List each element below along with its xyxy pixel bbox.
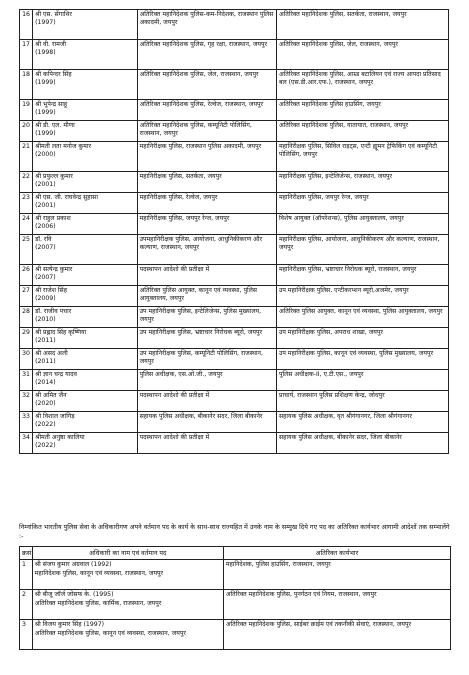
table-row — [20, 620, 451, 650]
officer-batch-year: (2006) — [35, 223, 56, 231]
new-post: उप महानिरीक्षक पुलिस, अपराध शाखा, जयपुर — [276, 328, 448, 349]
officer-cell — [33, 370, 138, 391]
officer-batch-year: (2001) — [35, 202, 56, 210]
officer-name: श्री एस. जी. राघवेन्द्र सुहासा — [35, 194, 98, 201]
officer-batch-year: (1995) — [92, 591, 114, 599]
table-row — [20, 172, 449, 193]
new-post: उप महानिरीक्षक पुलिस, एन्टीकरप्शन ब्यूरो,अजमेर, जयपुर — [276, 286, 448, 307]
officer-name: श्री विजय कुमार सिंह — [34, 621, 82, 629]
officer-batch-year: (2014) — [35, 379, 56, 387]
current-post: अतिरिक्त पुलिस आयुक्त, कानून एवं व्यवस्था, पुलिस आयुक्तालय, जयपुर — [137, 286, 276, 307]
officer-batch-year: (1999) — [35, 130, 56, 138]
current-post: पदस्थापन आदेशो की प्रतीक्षा में — [137, 433, 276, 454]
new-post: उप महानिरीक्षक पुलिस, कानून एवं व्यवस्था, पुलिस मुख्यालय, जयपुर — [276, 349, 448, 370]
officer-batch-year: (2022) — [35, 442, 56, 450]
current-post: अतिरिक्त महानिदेशक पुलिस, रेल्वेज, राजस्थान, जयपुर — [137, 100, 276, 121]
officer-name: श्री वी. रामजी — [35, 41, 67, 48]
officer-batch-year: (2009) — [35, 295, 56, 303]
officer-batch-year: (1992) — [91, 561, 112, 569]
current-post: महानिरीक्षक पुलिस, राजस्थान पुलिस अकादमी, जयपुर — [137, 142, 276, 172]
new-post: प्राचार्य, राजस्थान पुलिस प्रशिक्षण केन्द्र, जोधपुर — [276, 391, 448, 412]
row-number: 22 — [20, 172, 33, 193]
table-row — [20, 307, 449, 328]
officer-batch-year: (2010) — [35, 316, 56, 324]
officer-cell — [33, 121, 138, 142]
officer-name: श्री भूपेन्द्र साहू — [35, 101, 68, 108]
officer-name: श्री कपिन्दर सिंह — [35, 71, 72, 78]
officer-cell — [33, 286, 138, 307]
officer-cell — [33, 307, 138, 328]
row-number: 2 — [20, 590, 33, 620]
officer-name: श्री डी. एल. मीणा — [35, 122, 75, 129]
officer-name: श्री राजेश सिंह — [35, 287, 67, 294]
new-post: सहायक पुलिस अधीक्षक, बीकानेर सदर, जिला बीकानेर — [276, 433, 448, 454]
new-post: पुलिस अधीक्षक-II, ए.टी.एस., जयपुर — [276, 370, 448, 391]
current-post: महानिदेशक पुलिस, कानून एवं व्यवस्था, राजस्थान, जयपुर — [34, 569, 164, 577]
officer-cell — [33, 265, 138, 286]
officer-batch-year: (2007) — [35, 244, 56, 252]
officer-name: श्री सत्येन्द्र कुमार — [35, 266, 73, 273]
table-row — [20, 100, 449, 121]
row-number: 31 — [20, 370, 33, 391]
row-number: 23 — [20, 193, 33, 214]
table-row — [20, 214, 449, 235]
new-post: महानिरीक्षक पुलिस, भ्रष्टाचार निरोधक ब्यूरो, राजस्थान, जयपुर — [276, 265, 448, 286]
officer-name: श्री अमित जैन — [35, 392, 67, 399]
officer-cell — [33, 40, 138, 70]
table-row — [20, 349, 449, 370]
current-post: अतिरिक्त महानिदेशक पुलिस, गृह रक्षा, राजस्थान, जयपुर — [137, 40, 276, 70]
officer-name: श्री एस. सेंगाथिर — [35, 11, 72, 18]
officer-batch-year: (1999) — [35, 79, 56, 87]
additional-charge: अतिरिक्त महानिदेशक पुलिस, साईबर क्राईम एवं तकनीकी सेवाएं, राजस्थान, जयपुर — [223, 620, 450, 650]
current-post: महानिरीक्षक पुलिस, जयपुर रेन्ज, जयपुर — [137, 214, 276, 235]
officer-cell — [33, 172, 138, 193]
new-post: अतिरिक्त महानिदेशक पुलिस, जेल, राजस्थान, जयपुर — [276, 40, 448, 70]
officer-name-line — [35, 561, 221, 569]
new-post: सहायक पुलिस अधीक्षक, वृत श्रीगंगानगर, जिला श्रीगंगानगर — [276, 412, 448, 433]
new-post: अतिरिक्त महानिदेशक पुलिस हाउसिंग, जयपुर — [276, 100, 448, 121]
current-post: महानिरीक्षक पुलिस, सतर्कता, जयपुर — [137, 172, 276, 193]
row-number: 27 — [20, 286, 33, 307]
officer-batch-year: (1999) — [35, 109, 56, 117]
row-number: 28 — [20, 307, 33, 328]
additional-charge-paragraph: निम्नांकित भारतीय पुलिस सेवा के अधिकारीगण अपने वर्तमान पद के कार्य के साथ-साथ राज्यहित में उनके नाम के सम्मुख दिये गए पद का अतिरिक्त कार्यभार आगामी आदेशों तक सम्भालेंगे :- — [19, 523, 450, 540]
officer-cell — [33, 10, 138, 40]
officer-name: श्री ज्ञान चन्द्र यादव — [35, 371, 77, 378]
row-number: 33 — [20, 412, 33, 433]
row-number: 1 — [20, 560, 33, 590]
officer-batch-year: (2020) — [35, 400, 56, 408]
additional-charge-table-body — [20, 560, 451, 650]
officer-cell — [33, 70, 138, 100]
officer-name: डॉ. राजीव पचार — [35, 308, 72, 315]
officer-batch-year: (2022) — [35, 421, 56, 429]
current-post: उपमहानिरीक्षक पुलिस, आयोजना, आधुनिकीकरण और कल्याण, राजस्थान, जयपुर — [137, 235, 276, 265]
new-post: महानिरीक्षक पुलिस, जयपुर रेन्ज, जयपुर — [276, 193, 448, 214]
header-officer: अधिकारी का नाम एवं वर्तमान पद — [32, 547, 223, 560]
officer-batch-year: (2011) — [35, 358, 56, 366]
officer-cell — [33, 391, 138, 412]
transfer-table — [19, 9, 449, 454]
table-row — [20, 10, 449, 40]
additional-charge: महानिदेशक, पुलिस हाउसिंग, राजस्थान, जयपुर — [223, 560, 450, 590]
officer-cell — [33, 433, 138, 454]
officer-batch-year: (1997) — [83, 621, 105, 629]
officer-name: श्री राहुल प्रकाश — [35, 215, 71, 222]
row-number: 17 — [20, 40, 33, 70]
table-row — [20, 70, 449, 100]
officer-cell — [32, 560, 223, 590]
current-post: अतिरिक्त महानिदेशक पुलिस-कम-निदेशक, राजस्थान पुलिस अकादमी, जयपुर — [137, 10, 276, 40]
row-number: 29 — [20, 328, 33, 349]
officer-cell — [32, 620, 223, 650]
additional-charge-table — [19, 546, 451, 650]
table-row — [20, 40, 449, 70]
new-post: अतिरिक्त महानिदेशक पुलिस, सतर्कता, राजस्थान, जयपुर — [276, 10, 448, 40]
officer-batch-year: (1997) — [35, 19, 56, 27]
table-row — [20, 121, 449, 142]
table-row — [20, 370, 449, 391]
row-number: 3 — [20, 620, 33, 650]
officer-name: श्री प्रफुल्ल कुमार — [35, 173, 73, 180]
officer-name-line — [35, 591, 221, 599]
table-row — [20, 590, 451, 620]
current-post: पदस्थापन आदेशो की प्रतीक्षा में — [137, 265, 276, 286]
officer-cell — [33, 328, 138, 349]
transfer-table-body — [20, 10, 449, 454]
row-number: 18 — [20, 70, 33, 100]
officer-name: श्री असद अली — [35, 350, 68, 357]
officer-batch-year: (2007) — [35, 274, 56, 282]
officer-cell — [33, 100, 138, 121]
officer-name: श्रीमती लता मनोज कुमार — [35, 143, 92, 150]
officer-name: श्रीमती अनुष्ठा कालिया — [35, 434, 85, 441]
officer-cell — [33, 214, 138, 235]
current-post: अतिरिक्त महानिदेशक पुलिस, कानून एवं व्यवस्था, राजस्थान, जयपुर — [34, 629, 186, 637]
row-number: 21 — [20, 142, 33, 172]
new-post: महानिरीक्षक पुलिस, इन्टेलिजेन्स, राजस्थान, जयपुर — [276, 172, 448, 193]
new-post: अतिरिक्त महानिदेशक पुलिस, आम्र्ड बटालियन एवं राज्य आपदा प्रतिसाद बल (एस.डी.आर.एफ.), राजस्थान, जयपुर — [276, 70, 448, 100]
officer-cell — [33, 193, 138, 214]
officer-batch-year: (2000) — [35, 151, 56, 159]
table-row — [20, 286, 449, 307]
officer-name: श्री संजय कुमार अग्रवाल — [34, 561, 90, 569]
officer-name: श्री बीजू जॉर्ज जोसफ के. — [34, 591, 91, 599]
row-number: 19 — [20, 100, 33, 121]
row-number: 24 — [20, 214, 33, 235]
officer-cell — [33, 235, 138, 265]
current-post: महानिरीक्षक पुलिस, रेल्वेज, जयपुर — [137, 193, 276, 214]
new-post: अतिरिक्त पुलिस आयुक्त, कानून एवं व्यवस्था, पुलिस आयुक्तालय, जयपुर — [276, 307, 448, 328]
new-post: विशेष आयुक्त (ऑपरेशन्स), पुलिस आयुक्तालय, जयपुर — [276, 214, 448, 235]
officer-cell — [33, 412, 138, 433]
table-row — [20, 412, 449, 433]
officer-cell — [32, 590, 223, 620]
officer-name: डॉ. रवि — [35, 236, 52, 243]
table-row — [20, 235, 449, 265]
row-number: 26 — [20, 265, 33, 286]
table-row — [20, 142, 449, 172]
new-post: महानिरीक्षक पुलिस, सिविल राइट्स, एन्टी ह्यूमन ट्रेफिकिंग एवं कम्यूनिटी पोलिसिंग, जयपुर — [276, 142, 448, 172]
officer-cell — [33, 142, 138, 172]
table-row — [20, 560, 451, 590]
row-number: 20 — [20, 121, 33, 142]
row-number: 32 — [20, 391, 33, 412]
header-row — [20, 547, 451, 560]
table-row — [20, 391, 449, 412]
current-post: अतिरिक्त महानिदेशक पुलिस, कम्यूनिटी पोलिसिंग, राजस्थान, जयपुर — [137, 121, 276, 142]
header-additional-charge: अतिरिक्त कार्यभार — [223, 547, 450, 560]
row-number: 30 — [20, 349, 33, 370]
row-number: 16 — [20, 10, 33, 40]
table-row — [20, 265, 449, 286]
additional-charge: अतिरिक्त महानिदेशक पुलिस, पुनर्गठन एवं नियम, राजस्थान, जयपुर — [223, 590, 450, 620]
table-row — [20, 433, 449, 454]
current-post: पदस्थापन आदेशो की प्रतीक्षा में — [137, 391, 276, 412]
header-serial: क्रसं — [20, 547, 33, 560]
officer-name: श्री प्रह्लाद सिंह कृष्णिया — [35, 329, 87, 336]
current-post: अतिरिक्त महानिदेशक पुलिस, जेल, राजस्थान, जयपुर — [137, 70, 276, 100]
new-post: महानिरीक्षक पुलिस, आयोजना, आधुनिकीकरण और कल्याण, राजस्थान, जयपुर — [276, 235, 448, 265]
row-number: 25 — [20, 235, 33, 265]
current-post: पुलिस अधीक्षक, एस.ओ.जी., जयपुर — [137, 370, 276, 391]
current-post: उप महानिरीक्षक पुलिस, भ्रष्टाचार निरोधक ब्यूरो, जयपुर — [137, 328, 276, 349]
new-post: अतिरिक्त महानिदेशक पुलिस, यातायात, राजस्थान, जयपुर — [276, 121, 448, 142]
officer-batch-year: (1998) — [35, 49, 56, 57]
officer-name: श्री विशाल जांगिड़ — [35, 413, 75, 420]
table-row — [20, 328, 449, 349]
officer-name-line — [35, 621, 221, 629]
current-post: सहायक पुलिस अधीक्षक, बीकानेर सदर, जिला बीकानेर — [137, 412, 276, 433]
current-post: उप महानिरीक्षक पुलिस, कम्यूनिटी पोलिसिंग, राजस्थान, जयपुर — [137, 349, 276, 370]
officer-batch-year: (2001) — [35, 181, 56, 189]
current-post: अतिरिक्त महानिदेशक पुलिस, कार्मिक, राजस्थान, जयपुर — [34, 599, 162, 607]
officer-cell — [33, 349, 138, 370]
officer-batch-year: (2011) — [35, 337, 56, 345]
current-post: उप महानिरीक्षक पुलिस, इन्टेलिजेन्स, पुलिस मुख्यालय, जयपुर — [137, 307, 276, 328]
table-row — [20, 193, 449, 214]
row-number: 34 — [20, 433, 33, 454]
